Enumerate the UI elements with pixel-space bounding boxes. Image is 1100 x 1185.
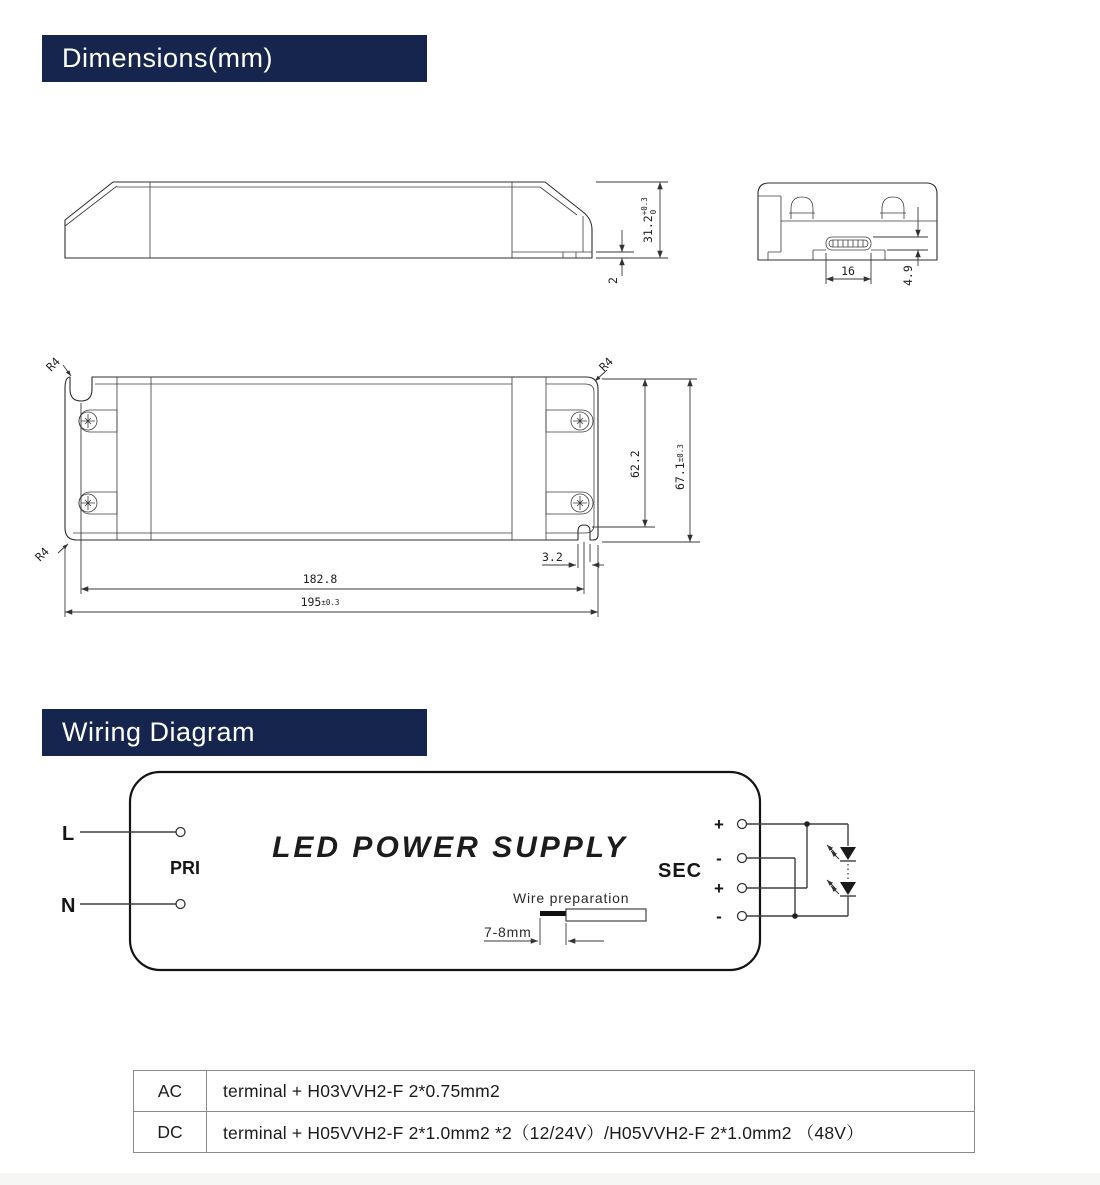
dim-side-height: $31.2^{+0.3}0$ xyxy=(640,197,658,243)
dim-side-base-thickness: 2 xyxy=(606,277,620,284)
cable-spec-cell: terminal + H03VVH2-F 2*0.75mm2 xyxy=(207,1071,975,1112)
terminal-circle-line xyxy=(176,828,185,837)
top-view-drawing xyxy=(32,354,700,617)
neutral-terminal-label: N xyxy=(61,895,76,917)
terminal-circle-out-plus1 xyxy=(738,820,747,829)
terminal-circle-neutral xyxy=(176,900,185,909)
wire-preparation-label: Wire preparation xyxy=(513,890,630,906)
radius-label-top-left: R4 xyxy=(43,354,63,375)
dim-top-body-width: 62.2 xyxy=(628,450,642,478)
secondary-label: SEC xyxy=(658,860,703,882)
cable-spec-table xyxy=(133,1070,975,1153)
table-row-ac xyxy=(134,1071,975,1112)
primary-label: PRI xyxy=(170,858,201,878)
stripped-conductor xyxy=(540,911,566,916)
footer-strip xyxy=(0,1173,1100,1185)
terminal-sign-1: + xyxy=(714,815,724,834)
dim-end-slot-depth: 4.9 xyxy=(901,265,915,286)
dim-top-mounting-pitch: 182.8 xyxy=(302,572,338,586)
junction-dot xyxy=(792,913,798,919)
strip-length-label: 7-8mm xyxy=(484,924,532,940)
junction-dot xyxy=(804,821,810,827)
end-view-drawing xyxy=(758,183,937,286)
terminal-circle-out-plus2 xyxy=(738,884,747,893)
terminal-circle-out-minus2 xyxy=(738,912,747,921)
cable-type-cell: DC xyxy=(134,1112,207,1153)
device-label: LED POWER SUPPLY xyxy=(272,831,628,864)
line-terminal-label: L xyxy=(62,823,75,845)
terminal-sign-3: + xyxy=(714,879,724,898)
led-symbol xyxy=(827,824,856,861)
terminal-sign-2: - xyxy=(716,849,722,868)
dim-top-slot-width: 3.2 xyxy=(542,550,563,564)
cable-type-cell: AC xyxy=(134,1071,207,1112)
dim-top-overall-width: 67.1±0.3 xyxy=(673,444,687,490)
radius-label-bottom-left: R4 xyxy=(32,544,52,565)
wiring-diagram xyxy=(61,772,856,970)
side-view-drawing xyxy=(65,182,668,284)
dimensions-section-title: Dimensions(mm) xyxy=(62,43,274,73)
terminal-circle-out-minus1 xyxy=(738,854,747,863)
led-symbol xyxy=(827,880,856,916)
cable-spec-cell: terminal + H05VVH2-F 2*1.0mm2 *2（12/24V）/H05VVH2-F 2*1.0mm2 （48V） xyxy=(207,1112,975,1153)
wire-insulation xyxy=(566,909,646,921)
radius-label-top-right: R4 xyxy=(596,354,616,375)
dim-end-slot-width: 16 xyxy=(841,264,855,278)
table-row-dc xyxy=(134,1112,975,1153)
wiring-section-title: Wiring Diagram xyxy=(62,717,256,747)
wire-preparation-detail xyxy=(484,890,646,945)
dim-top-overall-length: 195±0.3 xyxy=(300,595,340,609)
terminal-sign-4: - xyxy=(716,907,722,926)
